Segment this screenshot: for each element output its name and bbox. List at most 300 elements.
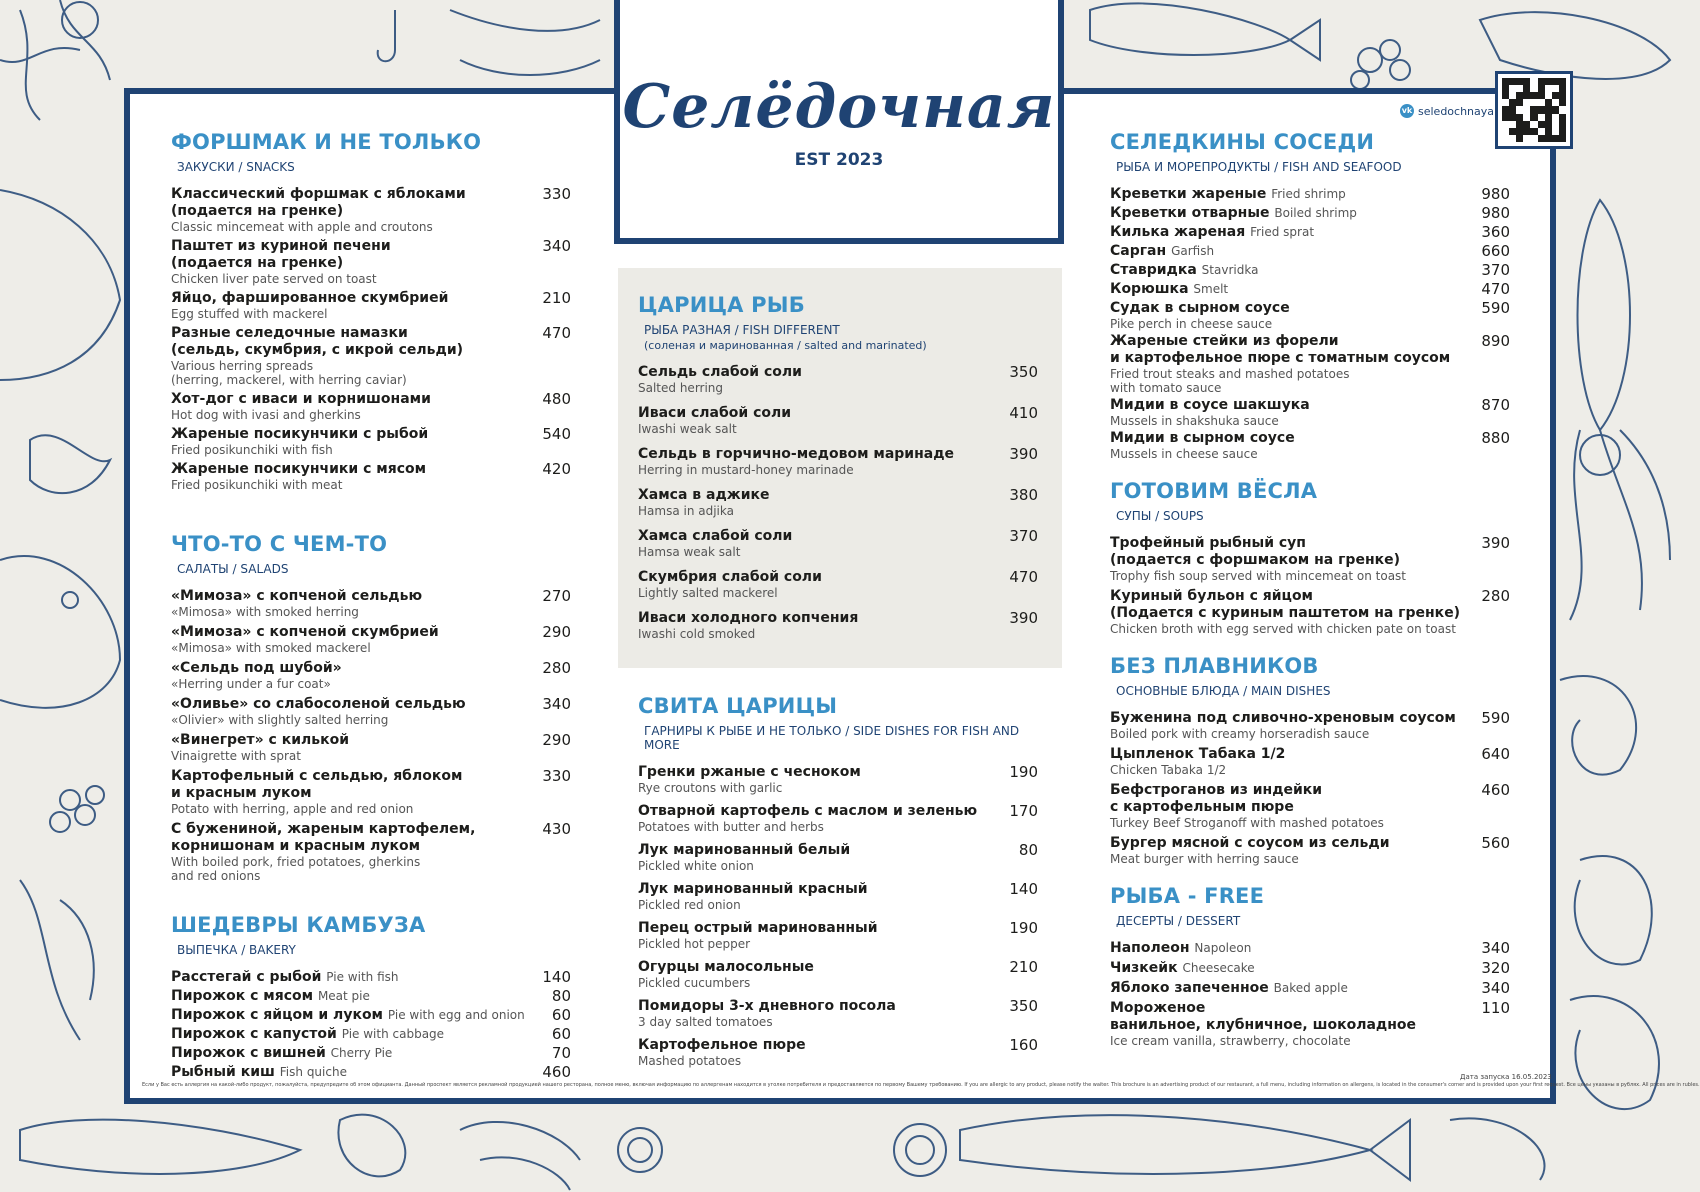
item-name (638, 803, 998, 820)
item-name-ru: Куриный бульон с яйцом (Подается с куриным паштетом на гренке) (1110, 588, 1461, 621)
section-title: ФОРШМАК И НЕ ТОЛЬКО (171, 130, 482, 154)
item-name-ru: Сарган (1110, 243, 1167, 259)
menu-item[interactable] (171, 461, 571, 492)
menu-item[interactable] (1110, 835, 1510, 866)
menu-item[interactable] (638, 569, 1038, 600)
menu-section (171, 130, 571, 492)
item-price: 60 (551, 1006, 571, 1024)
left-column (171, 130, 571, 1083)
item-price: 320 (1481, 959, 1510, 977)
item-name-en: Pie with fish (326, 970, 399, 984)
menu-section (1110, 654, 1510, 866)
item-price: 290 (542, 731, 571, 749)
menu-item-text (1110, 430, 1470, 461)
menu-item[interactable] (1110, 333, 1510, 395)
item-price: 190 (1009, 763, 1038, 781)
qr-code-pattern (1502, 78, 1566, 142)
item-description: Meat burger with herring sauce (1110, 852, 1299, 866)
item-name-ru: Чизкейк (1110, 960, 1178, 976)
menu-item-text (171, 768, 531, 816)
item-price: 170 (1009, 802, 1038, 820)
item-name (171, 325, 531, 359)
item-list (1110, 710, 1510, 866)
item-price: 480 (542, 390, 571, 408)
menu-item[interactable] (1110, 186, 1510, 203)
item-name-ru: Килька жареная (1110, 224, 1246, 240)
item-name (171, 1026, 531, 1043)
item-name (171, 732, 531, 749)
item-price: 560 (1481, 834, 1510, 852)
menu-item-text (171, 391, 531, 422)
item-name-en: Pie with egg and onion (387, 1008, 525, 1022)
menu-item[interactable] (1110, 243, 1510, 260)
section-title: БЕЗ ПЛАВНИКОВ (1110, 654, 1319, 678)
item-description: Salted herring (638, 381, 724, 395)
menu-item[interactable] (171, 1045, 571, 1062)
item-description: Chicken broth with egg served with chicken pate on toast (1110, 622, 1456, 636)
section-subtitle: ОСНОВНЫЕ БЛЮДА / MAIN DISHES (1116, 684, 1331, 698)
item-name-ru: Наполеон (1110, 940, 1190, 956)
item-name-ru: Лук маринованный красный (638, 881, 868, 897)
vk-icon: vk (1400, 104, 1414, 118)
item-price: 540 (542, 425, 571, 443)
item-price: 290 (542, 623, 571, 641)
item-name (171, 186, 531, 220)
item-name-en: Fried shrimp (1271, 187, 1346, 201)
menu-item[interactable] (1110, 262, 1510, 279)
item-price: 110 (1481, 999, 1510, 1017)
menu-item[interactable] (171, 325, 571, 387)
item-price: 330 (542, 185, 571, 203)
item-price: 470 (1009, 568, 1038, 586)
menu-item-text (171, 325, 531, 387)
item-description: Fried posikunchiki with fish (171, 443, 333, 457)
section-subtitle: РЫБА И МОРЕПРОДУКТЫ / FISH AND SEAFOOD (1116, 160, 1402, 174)
brand-est: EST 2023 (794, 150, 884, 170)
item-name-ru: Креветки жареные (1110, 186, 1267, 202)
menu-item-text (171, 988, 531, 1005)
menu-item-text (1110, 746, 1470, 777)
menu-item[interactable] (1110, 224, 1510, 241)
menu-item-text (1110, 300, 1470, 331)
item-description: 3 day salted tomatoes (638, 1015, 773, 1029)
item-name-ru: Пирожок с мясом (171, 988, 314, 1004)
item-name (638, 842, 998, 859)
item-description: Pickled hot pepper (638, 937, 751, 951)
item-name-ru: Иваси холодного копчения (638, 610, 859, 626)
menu-item-text (638, 998, 998, 1029)
item-description: Mussels in cheese sauce (1110, 447, 1258, 461)
item-name-en: Stavridka (1201, 263, 1259, 277)
menu-section (638, 694, 1038, 1068)
section-title: ЧТО-ТО С ЧЕМ-ТО (171, 532, 388, 556)
item-price: 350 (1009, 363, 1038, 381)
item-description: Fried trout steaks and mashed potatoes with tomato sauce (1110, 367, 1350, 395)
menu-item[interactable] (638, 446, 1038, 477)
item-description: Chicken liver pate served on toast (171, 272, 377, 286)
menu-item[interactable] (171, 1026, 571, 1043)
menu-item[interactable] (1110, 430, 1510, 461)
menu-item[interactable] (1110, 980, 1510, 997)
menu-item[interactable] (1110, 300, 1510, 331)
item-name-ru: Классический форшмак с яблоками (подается на гренке) (171, 186, 466, 219)
item-description: «Herring under a fur coat» (171, 677, 331, 691)
item-name-ru: «Оливье» со слабосоленой сельдью (171, 696, 466, 712)
menu-item[interactable] (171, 1007, 571, 1024)
menu-item-text (171, 732, 531, 763)
item-name (638, 998, 998, 1015)
menu-section (638, 293, 1038, 641)
item-description: Pickled red onion (638, 898, 741, 912)
item-price: 380 (1009, 486, 1038, 504)
item-name (1110, 205, 1470, 222)
menu-item-text (1110, 960, 1470, 977)
section-title: ГОТОВИМ ВЁСЛА (1110, 479, 1318, 503)
item-name (638, 959, 998, 976)
item-name (171, 969, 531, 986)
item-name (1110, 782, 1470, 816)
menu-item[interactable] (638, 1037, 1038, 1068)
item-name (171, 1045, 531, 1062)
item-price: 210 (542, 289, 571, 307)
middle-column-bottom (638, 694, 1038, 1076)
item-name-ru: Иваси слабой соли (638, 405, 792, 421)
menu-item-text (638, 446, 998, 477)
item-price: 880 (1481, 429, 1510, 447)
menu-section (1110, 479, 1510, 636)
item-price: 980 (1481, 185, 1510, 203)
item-description: Trophy fish soup served with mincemeat on toast (1110, 569, 1407, 583)
menu-item[interactable] (171, 660, 571, 691)
item-name-ru: «Винегрет» с килькой (171, 732, 350, 748)
item-name (638, 1037, 998, 1054)
menu-section (1110, 130, 1510, 461)
menu-item-text (1110, 940, 1470, 957)
item-description: Ice cream vanilla, strawberry, chocolate (1110, 1034, 1351, 1048)
menu-item[interactable] (1110, 281, 1510, 298)
item-name-ru: Жареные стейки из форели и картофельное пюре с томатным соусом (1110, 333, 1451, 366)
item-name (1110, 281, 1470, 298)
item-name-ru: Рыбный киш (171, 1064, 275, 1080)
menu-item[interactable] (1110, 960, 1510, 977)
item-name (638, 528, 998, 545)
menu-item[interactable] (638, 998, 1038, 1029)
menu-item[interactable] (171, 426, 571, 457)
section-subtitle: СУПЫ / SOUPS (1116, 509, 1204, 523)
item-description: Mussels in shakshuka sauce (1110, 414, 1279, 428)
item-description: Fried posikunchiki with meat (171, 478, 343, 492)
item-price: 890 (1481, 332, 1510, 350)
menu-item[interactable] (1110, 782, 1510, 830)
menu-item-text (1110, 205, 1470, 222)
menu-item[interactable] (1110, 588, 1510, 636)
item-price: 80 (551, 987, 571, 1005)
menu-item[interactable] (1110, 205, 1510, 222)
menu-item-text (638, 1037, 998, 1068)
item-name-ru: Буженина под сливочно-хреновым соусом (1110, 710, 1456, 726)
item-description: Classic mincemeat with apple and croutons (171, 220, 433, 234)
item-price: 140 (1009, 880, 1038, 898)
item-name (1110, 300, 1470, 317)
menu-item-text (1110, 397, 1470, 428)
item-price: 160 (1009, 1036, 1038, 1054)
menu-item-text (638, 959, 998, 990)
item-price: 870 (1481, 396, 1510, 414)
item-list (1110, 186, 1510, 461)
item-name (1110, 940, 1470, 957)
item-description: Lightly salted mackerel (638, 586, 778, 600)
section-title: СЕЛЕДКИНЫ СОСЕДИ (1110, 130, 1375, 154)
item-price: 190 (1009, 919, 1038, 937)
item-description: Egg stuffed with mackerel (171, 307, 328, 321)
menu-item[interactable] (638, 405, 1038, 436)
menu-item[interactable] (638, 364, 1038, 395)
item-description: Hot dog with ivasi and gherkins (171, 408, 361, 422)
item-price: 430 (542, 820, 571, 838)
item-name (171, 588, 531, 605)
menu-item-text (1110, 535, 1470, 583)
item-name (638, 446, 998, 463)
item-name (1110, 588, 1470, 622)
item-description: Rye croutons with garlic (638, 781, 783, 795)
item-name (638, 364, 998, 381)
item-name (171, 821, 531, 855)
menu-item[interactable] (638, 528, 1038, 559)
item-list (638, 764, 1038, 1068)
item-description: Pike perch in cheese sauce (1110, 317, 1273, 331)
menu-item-text (1110, 835, 1470, 866)
item-name (1110, 960, 1470, 977)
item-name-ru: Яйцо, фаршированное скумбрией (171, 290, 449, 306)
item-name-ru: Перец острый маринованный (638, 920, 878, 936)
item-name-ru: Сельдь слабой соли (638, 364, 802, 380)
item-name-en: Cherry Pie (330, 1046, 393, 1060)
item-price: 460 (542, 1063, 571, 1081)
item-price: 460 (1481, 781, 1510, 799)
item-price: 470 (1481, 280, 1510, 298)
item-price: 420 (542, 460, 571, 478)
item-price: 640 (1481, 745, 1510, 763)
item-description: Various herring spreads (herring, mackerel, with herring caviar) (171, 359, 407, 387)
item-description: Boiled pork with creamy horseradish sauce (1110, 727, 1370, 741)
item-description: Hamsa weak salt (638, 545, 741, 559)
item-name-ru: Сельдь в горчично-медовом маринаде (638, 446, 955, 462)
item-name-ru: Мороженое ванильное, клубничное, шоколадное (1110, 1000, 1417, 1033)
item-description: Potato with herring, apple and red onion (171, 802, 414, 816)
menu-item-text (638, 405, 998, 436)
item-price: 270 (542, 587, 571, 605)
item-list (171, 969, 571, 1081)
section-subtitle: ВЫПЕЧКА / BAKERY (177, 943, 296, 957)
item-price: 370 (1481, 261, 1510, 279)
menu-item[interactable] (171, 1064, 571, 1081)
item-name (1110, 535, 1470, 569)
item-name-en: Boiled shrimp (1274, 206, 1357, 220)
item-description: Herring in mustard-honey marinade (638, 463, 854, 477)
vk-handle: seledochnaya (1418, 104, 1495, 118)
item-description: «Olivier» with slightly salted herring (171, 713, 389, 727)
menu-item-text (638, 920, 998, 951)
item-name (638, 405, 998, 422)
menu-item[interactable] (638, 764, 1038, 795)
item-price: 140 (542, 968, 571, 986)
menu-item-text (1110, 1000, 1470, 1048)
item-name (171, 660, 531, 677)
item-name (171, 1064, 531, 1081)
item-name-ru: Хамса слабой соли (638, 528, 793, 544)
item-name-ru: С бужениной, жареным картофелем, корнишонам и красным луком (171, 821, 476, 854)
item-name (171, 426, 531, 443)
launch-date: Дата запуска 16.05.2023 (1460, 1073, 1552, 1081)
menu-item[interactable] (171, 696, 571, 727)
menu-section (171, 913, 571, 1081)
item-description: Chicken Tabaka 1/2 (1110, 763, 1227, 777)
menu-item[interactable] (1110, 746, 1510, 777)
item-price: 70 (551, 1044, 571, 1062)
item-description: Turkey Beef Stroganoff with mashed potatoes (1110, 816, 1384, 830)
item-name (1110, 262, 1470, 279)
menu-item[interactable] (638, 959, 1038, 990)
menu-item[interactable] (1110, 1000, 1510, 1048)
item-name-ru: Креветки отварные (1110, 205, 1270, 221)
item-name-ru: Скумбрия слабой соли (638, 569, 822, 585)
menu-item[interactable] (1110, 710, 1510, 741)
section-title: ШЕДЕВРЫ КАМБУЗА (171, 913, 426, 937)
item-price: 60 (551, 1025, 571, 1043)
item-description: Pickled white onion (638, 859, 754, 873)
item-name-ru: Мидии в сырном соусе (1110, 430, 1295, 446)
menu-item[interactable] (171, 969, 571, 986)
item-name-ru: Паштет из куриной печени (подается на гренке) (171, 238, 391, 271)
item-list (1110, 535, 1510, 636)
menu-item[interactable] (638, 920, 1038, 951)
item-name-ru: Пирожок с капустой (171, 1026, 337, 1042)
item-name (1110, 243, 1470, 260)
item-price: 410 (1009, 404, 1038, 422)
menu-item-text (171, 1026, 531, 1043)
middle-column-top (638, 293, 1038, 651)
item-name-ru: Картофельный с сельдью, яблоком и красным луком (171, 768, 463, 801)
menu-item-text (171, 588, 531, 619)
menu-item-text (1110, 224, 1470, 241)
menu-item[interactable] (171, 238, 571, 286)
menu-item-text (171, 290, 531, 321)
item-price: 360 (1481, 223, 1510, 241)
item-name (1110, 333, 1470, 367)
item-name-ru: Лук маринованный белый (638, 842, 851, 858)
item-description: Hamsa in adjika (638, 504, 734, 518)
item-name-ru: Судак в сырном соусе (1110, 300, 1290, 316)
item-name (1110, 835, 1470, 852)
item-name (171, 238, 531, 272)
menu-item-text (171, 821, 531, 883)
item-name (171, 696, 531, 713)
item-name-ru: Жареные посикунчики с рыбой (171, 426, 429, 442)
menu-item[interactable] (171, 588, 571, 619)
item-price: 390 (1481, 534, 1510, 552)
item-price: 340 (542, 695, 571, 713)
menu-item[interactable] (638, 842, 1038, 873)
menu-section (171, 532, 571, 883)
item-name (171, 988, 531, 1005)
menu-item[interactable] (638, 803, 1038, 834)
section-subtitle: САЛАТЫ / SALADS (177, 562, 289, 576)
item-name (171, 768, 531, 802)
item-price: 370 (1009, 527, 1038, 545)
menu-item[interactable] (171, 821, 571, 883)
item-name-ru: Жареные посикунчики с мясом (171, 461, 427, 477)
item-name (638, 920, 998, 937)
item-name (1110, 430, 1470, 447)
item-price: 280 (1481, 587, 1510, 605)
menu-item-text (638, 842, 998, 873)
menu-item[interactable] (171, 768, 571, 816)
menu-item-text (638, 610, 998, 641)
item-name (1110, 1000, 1470, 1034)
menu-item-text (1110, 281, 1470, 298)
menu-item[interactable] (171, 391, 571, 422)
menu-item-text (638, 764, 998, 795)
menu-section (1110, 884, 1510, 1048)
item-list (638, 364, 1038, 641)
menu-item-text (171, 461, 531, 492)
menu-item[interactable] (171, 186, 571, 234)
item-name (1110, 397, 1470, 414)
menu-item[interactable] (1110, 535, 1510, 583)
item-name (638, 487, 998, 504)
item-name-en: Cheesecake (1182, 961, 1255, 975)
menu-item-text (171, 238, 531, 286)
item-name-ru: «Мимоза» с копченой сельдью (171, 588, 423, 604)
allergy-disclaimer: Если у Вас есть аллергия на какой-либо продукт, пожалуйста, предупредите об этом официанта. Данный проспект является рекламной продукцией нашего ресторана, полное меню, включая информацию по аллергенам находится в уголке потребителя и предоставляется по первому Вашему требованию. If you are allergic to any product, please notify the waiter. This brochure is an advertising product of our restaurant, a full menu, including information on allergens, is located in the consumer's corner and is provided upon your first request. Все цены указаны в рублях. All prices are in rubles. (142, 1082, 1700, 1088)
section-subtitle: ГАРНИРЫ К РЫБЕ И НЕ ТОЛЬКО / SIDE DISHES FOR FISH AND MORE (644, 724, 1020, 752)
menu-item-text (1110, 782, 1470, 830)
item-name (1110, 224, 1470, 241)
menu-item[interactable] (638, 881, 1038, 912)
menu-item[interactable] (171, 624, 571, 655)
item-description: Potatoes with butter and herbs (638, 820, 824, 834)
menu-item[interactable] (171, 988, 571, 1005)
item-list (1110, 940, 1510, 1048)
menu-item-text (638, 364, 998, 395)
menu-item[interactable] (638, 610, 1038, 641)
item-price: 980 (1481, 204, 1510, 222)
item-price: 280 (542, 659, 571, 677)
section-title: РЫБА - FREE (1110, 884, 1265, 908)
item-name-ru: Трофейный рыбный суп (подается с форшмаком на гренке) (1110, 535, 1401, 568)
item-name-ru: Отварной картофель с маслом и зеленью (638, 803, 978, 819)
item-name-ru: Картофельное пюре (638, 1037, 806, 1053)
menu-item[interactable] (638, 487, 1038, 518)
menu-item[interactable] (1110, 940, 1510, 957)
item-price: 390 (1009, 445, 1038, 463)
menu-item-text (171, 969, 531, 986)
item-name-ru: Ставридка (1110, 262, 1197, 278)
item-name (171, 624, 531, 641)
menu-item-text (171, 660, 531, 691)
item-name-en: Napoleon (1194, 941, 1252, 955)
item-price: 340 (1481, 979, 1510, 997)
item-description: Pickled cucumbers (638, 976, 751, 990)
item-name-ru: «Мимоза» с копченой скумбрией (171, 624, 439, 640)
vk-link[interactable] (1400, 104, 1494, 118)
item-price: 590 (1481, 299, 1510, 317)
item-price: 470 (542, 324, 571, 342)
menu-item[interactable] (171, 290, 571, 321)
menu-item[interactable] (1110, 397, 1510, 428)
menu-item[interactable] (171, 732, 571, 763)
item-name (1110, 186, 1470, 203)
